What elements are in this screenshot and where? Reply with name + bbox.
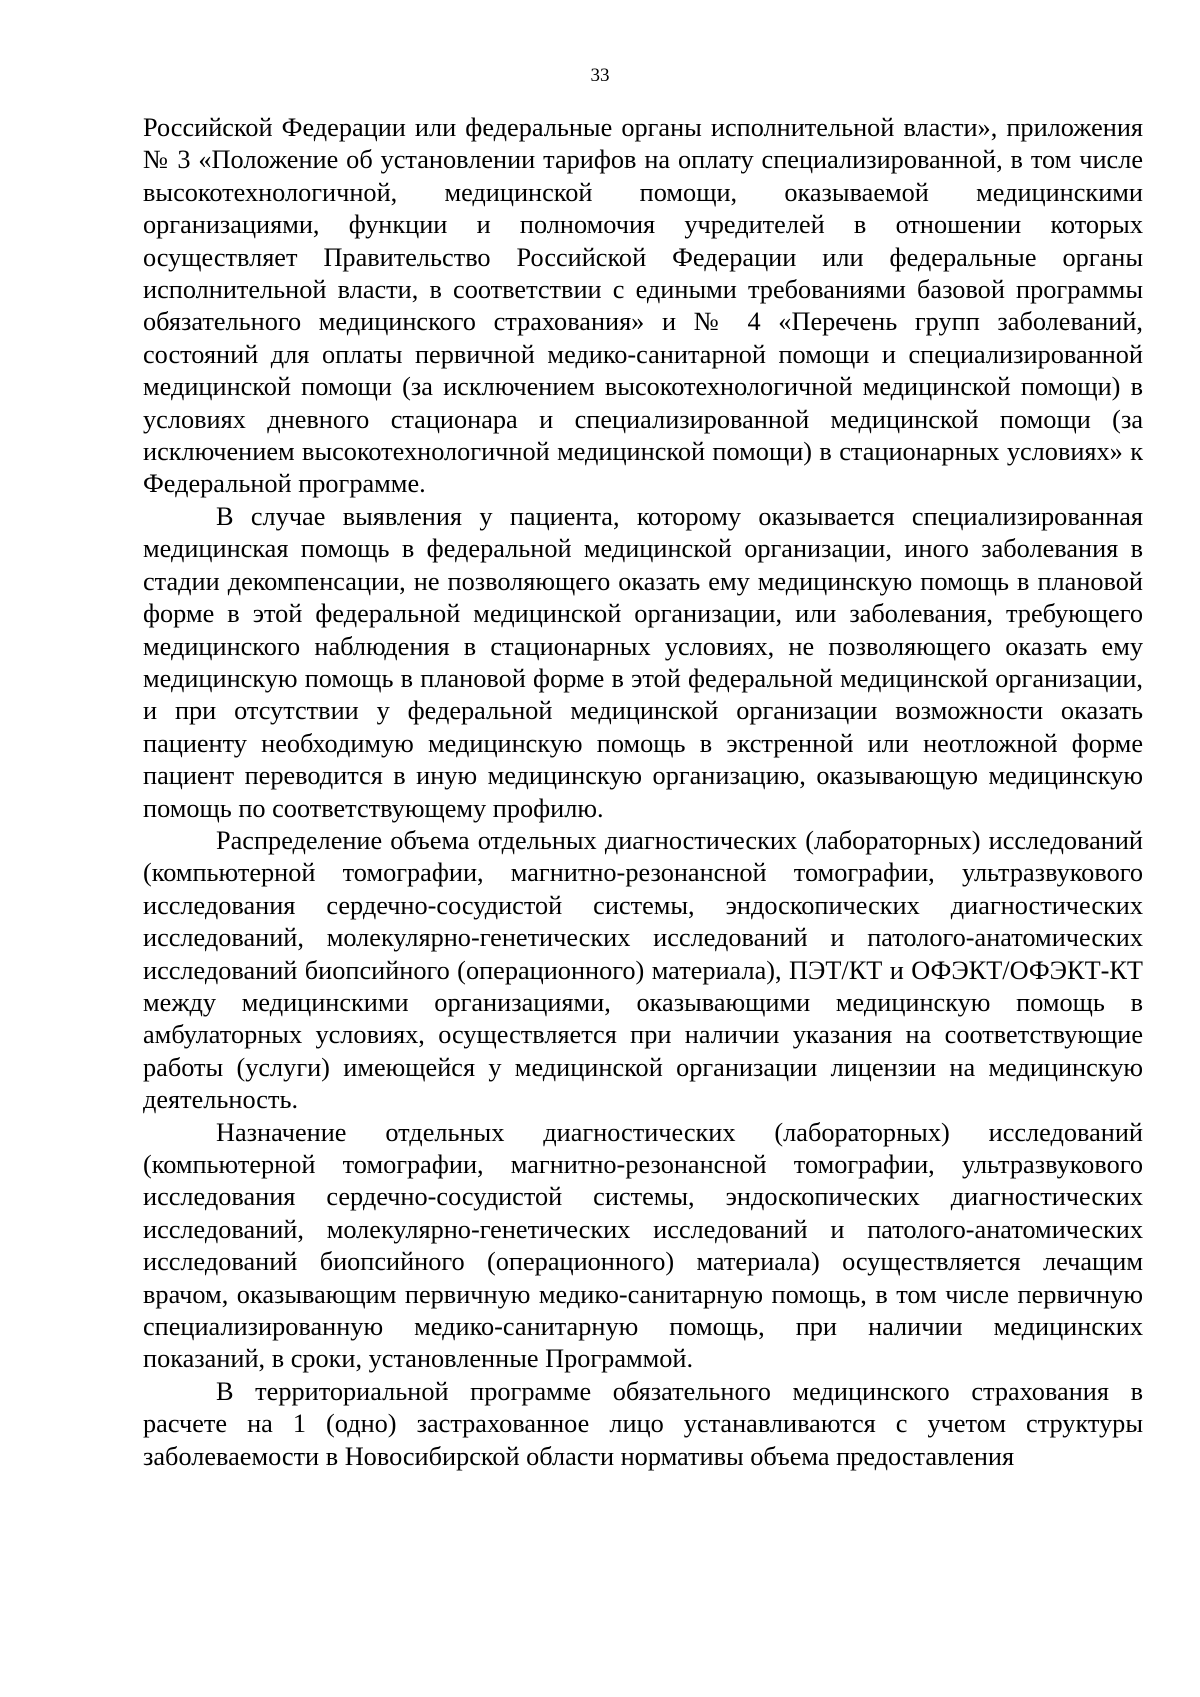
- document-body: [143, 112, 1143, 1473]
- page-number: 33: [590, 65, 610, 86]
- paragraph-diagnostic-distribution: Распределение объема отдельных диагностических (лабораторных) исследований (компьютерной томографии, магнитно-резонансной томографии, ультразвукового исследования сердечно-сосудистой системы, эндоскопических диагностических исследований, молекулярно-генетических исследований и патолого-анатомических исследований биопсийного (операционного) материала), ПЭТ/КТ и ОФЭКТ/ОФЭКТ-КТ между медицинскими организациями, оказывающими медицинскую помощь в амбулаторных условиях, осуществляется при наличии указания на соответствующие работы (услуги) имеющейся у медицинской организации лицензии на медицинскую деятельность.: [143, 825, 1143, 1115]
- paragraph-patient-transfer: В случае выявления у пациента, которому оказывается специализированная медицинская помощь в федеральной медицинской организации, иного заболевания в стадии декомпенсации, не позволяющего оказать ему медицинскую помощь в плановой форме в этой федеральной медицинской организации, или заболевания, требующего медицинского наблюдения в стационарных условиях, не позволяющего оказать ему медицинскую помощь в плановой форме в этой федеральной медицинской организации, и при отсутствии у федеральной медицинской организации возможности оказать пациенту необходимую медицинскую помощь в экстренной или неотложной форме пациент переводится в иную медицинскую организацию, оказывающую медицинскую помощь по соответствующему профилю.: [143, 501, 1143, 823]
- paragraph-continuation: Российской Федерации или федеральные органы исполнительной власти», приложения № 3 «Положение об установлении тарифов на оплату специализированной, в том числе высокотехнологичной, медицинской помощи, оказываемой медицинскими организациями, функции и полномочия учредителей в отношении которых осуществляет Правительство Российской Федерации или федеральные органы исполнительной власти, в соответствии с едиными требованиями базовой программы обязательного медицинского страхования» и № 4 «Перечень групп заболеваний, состояний для оплаты первичной медико-санитарной помощи и специализированной медицинской помощи (за исключением высокотехнологичной медицинской помощи) в условиях дневного стационара и специализированной медицинской помощи (за исключением высокотехнологичной медицинской помощи) в стационарных условиях» к Федеральной программе.: [143, 113, 1143, 499]
- paragraph-diagnostic-assignment: Назначение отдельных диагностических (лабораторных) исследований (компьютерной томографии, магнитно-резонансной томографии, ультразвукового исследования сердечно-сосудистой системы, эндоскопических диагностических исследований, молекулярно-генетических исследований и патолого-анатомических исследований биопсийного (операционного) материала) осуществляется лечащим врачом, оказывающим первичную медико-санитарную помощь, в том числе первичную специализированную медико-санитарную помощь, при наличии медицинских показаний, в сроки, установленные Программой.: [143, 1117, 1143, 1374]
- paragraph-territorial-program: В территориальной программе обязательного медицинского страхования в расчете на 1 (одно) застрахованное лицо устанавливаются с учетом структуры заболеваемости в Новосибирской области нормативы объема предоставления: [143, 1376, 1143, 1471]
